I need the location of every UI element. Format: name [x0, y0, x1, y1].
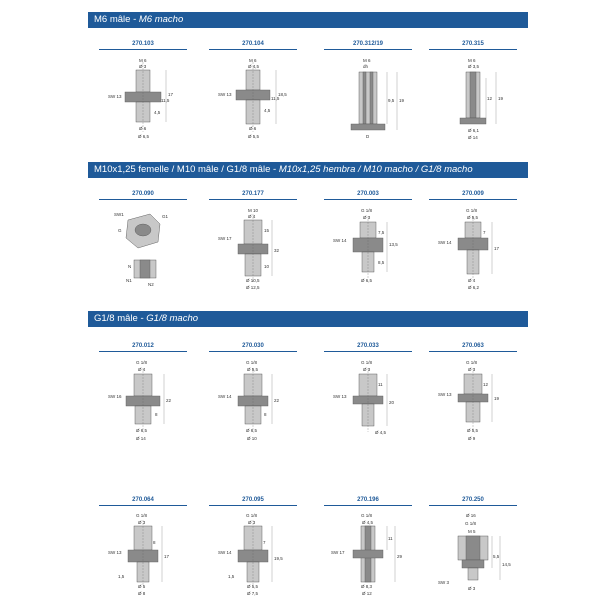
section-subtitle: M6 macho: [138, 14, 184, 25]
dim-label: M 6: [468, 58, 476, 63]
section-header-g18: G1/8 mâle - G1/8 macho: [88, 311, 528, 327]
part-code: 270.009: [462, 191, 484, 197]
part-divider: [99, 49, 187, 50]
section-title: M6 mâle: [94, 14, 131, 25]
dim-label: 11,5: [161, 98, 170, 103]
dim-label: SW 14: [333, 238, 347, 243]
part-code: 270.103: [132, 41, 154, 47]
part-code: 270.315: [462, 41, 484, 47]
dim-label: 9,5: [388, 98, 395, 103]
dim-label: Ø 7,5: [247, 591, 259, 596]
technical-drawing: [323, 52, 413, 142]
section-subtitle: G1/8 macho: [146, 313, 199, 324]
part-270-250: [425, 496, 521, 598]
part-code: 270.312/19: [352, 41, 384, 47]
dim-label: 17: [168, 92, 174, 97]
dim-label: Ø 10,5: [246, 278, 260, 283]
technical-drawing: [98, 508, 188, 598]
dim-label: SW 17: [331, 550, 345, 555]
dim-label: SW 13: [218, 92, 232, 97]
dim-label: 11: [388, 536, 393, 541]
part-divider: [429, 49, 517, 50]
dim-label: Ø 8,3: [361, 584, 373, 589]
dim-label: SW 13: [333, 394, 347, 399]
dim-label: SW 14: [438, 240, 452, 245]
part-270-104: [205, 40, 301, 142]
section-subtitle: M10x1,25 hembra / M10 macho / G1/8 macho: [278, 164, 473, 175]
part-divider: [209, 199, 297, 200]
dim-label: Ø 5,5: [467, 215, 479, 220]
dim-label: Ø 3: [363, 367, 371, 372]
part-divider: [324, 505, 412, 506]
part-270-063: [425, 342, 521, 444]
part-code: 270.063: [462, 343, 484, 349]
dim-label: 29: [397, 554, 403, 559]
part-code: 270.196: [357, 497, 379, 503]
dim-label: SW 16: [108, 394, 122, 399]
dim-label: Ø 3: [139, 64, 147, 69]
technical-drawing: [323, 202, 413, 292]
dim-label: SW 13: [108, 550, 122, 555]
part-270-009: [425, 190, 521, 292]
dim-label: Ø 4,5: [248, 64, 260, 69]
dim-label: 5,5: [493, 554, 500, 559]
dim-label: Ø 5,5: [247, 584, 259, 589]
dim-label: G 1/8: [136, 360, 148, 365]
dim-label: Ø 5,5: [467, 428, 479, 433]
dim-label: Ø 6,5: [136, 428, 148, 433]
technical-drawing: [428, 52, 518, 142]
technical-drawing: [98, 354, 188, 444]
dim-label: Ø 6: [249, 126, 257, 131]
dim-label: Ø 14: [468, 135, 478, 140]
dim-label: Ø 4,5: [362, 520, 374, 525]
dim-label: SW 17: [218, 236, 232, 241]
technical-drawing: [428, 202, 518, 292]
part-code: 270.030: [242, 343, 264, 349]
dim-label: 19: [399, 98, 405, 103]
dim-label: G 1/8: [361, 360, 373, 365]
part-code: 270.104: [242, 41, 264, 47]
dim-label: Ø 4: [248, 214, 256, 219]
technical-drawing: [208, 508, 298, 598]
dim-label: SW 13: [438, 392, 452, 397]
dim-label: SW 14: [218, 550, 232, 555]
dim-label: 32: [274, 248, 280, 253]
part-270-003: [320, 190, 416, 292]
dim-label: Ø 3: [468, 367, 476, 372]
dim-label: 1,5: [228, 574, 235, 579]
dim-label: G 1/8: [246, 360, 258, 365]
dim-label: N: [128, 264, 132, 269]
dim-label: 4,5: [264, 108, 271, 113]
dim-label: 12: [487, 96, 493, 101]
part-code: 270.064: [132, 497, 154, 503]
dim-label: 17: [494, 246, 500, 251]
dim-label: D: [366, 134, 370, 139]
technical-drawing: [323, 508, 413, 598]
part-270-103: [95, 40, 191, 142]
dim-label: SW1: [114, 212, 124, 217]
dim-label: Ø 6,5: [361, 278, 373, 283]
dim-label: 4,5: [154, 110, 161, 115]
part-code: 270.095: [242, 497, 264, 503]
dim-label: M 5: [468, 529, 476, 534]
dim-label: Ø 5,5: [248, 134, 260, 139]
dim-label: 20: [389, 400, 395, 405]
dim-label: Ø 6,5: [138, 134, 150, 139]
dim-label: Ø 6,1: [468, 128, 480, 133]
part-divider: [99, 505, 187, 506]
dim-label: Ø 10: [247, 436, 257, 441]
dim-label: 19: [494, 396, 500, 401]
dim-label: 1,5: [118, 574, 125, 579]
section-header-m6: M6 mâle - M6 macho: [88, 12, 528, 28]
dim-label: G 1/8: [361, 513, 373, 518]
dim-label: M 10: [248, 208, 259, 213]
part-270-312-19: [320, 40, 416, 142]
part-divider: [99, 351, 187, 352]
dim-label: G 1/8: [246, 513, 258, 518]
dim-label: Ø 5: [138, 584, 146, 589]
dim-label: 14,5: [502, 562, 511, 567]
dim-label: 11: [378, 382, 383, 387]
part-code: 270.012: [132, 343, 154, 349]
dim-label: Ø 6,2: [468, 285, 480, 290]
part-270-090: [95, 190, 191, 292]
dim-label: 22: [166, 398, 172, 403]
dim-label: Ø 3: [138, 520, 146, 525]
dim-label: SW 13: [108, 94, 122, 99]
technical-drawing: [323, 354, 413, 444]
part-code: 270.177: [242, 191, 264, 197]
dim-label: G1: [162, 214, 169, 219]
section-header-m10-g18: M10x1,25 femelle / M10 mâle / G1/8 mâle - M10x1,25 hembra / M10 macho / G1/8 macho: [88, 162, 528, 178]
dim-label: N2: [148, 282, 154, 287]
part-270-033: [320, 342, 416, 444]
dim-label: Ø 3,5: [468, 64, 480, 69]
section-title: M10x1,25 femelle / M10 mâle / G1/8 mâle: [94, 164, 271, 175]
part-270-196: [320, 496, 416, 598]
part-divider: [324, 351, 412, 352]
dim-label: Ø 3: [468, 586, 476, 591]
technical-drawing: [98, 52, 188, 142]
dim-label: 7: [263, 540, 266, 545]
part-divider: [429, 199, 517, 200]
dim-label: 8: [264, 412, 267, 417]
dim-label: G: [118, 228, 122, 233]
dim-label: G 1/8: [465, 521, 477, 526]
part-divider: [429, 351, 517, 352]
dim-label: 11,5: [271, 96, 280, 101]
dim-label: Ø 16: [466, 513, 476, 518]
dim-label: Ø 12: [362, 591, 372, 596]
part-270-012: [95, 342, 191, 444]
technical-drawing: [208, 354, 298, 444]
part-270-315: [425, 40, 521, 142]
dim-label: M 6: [139, 58, 147, 63]
dim-label: Ø 8: [138, 591, 146, 596]
part-code: 270.090: [132, 191, 154, 197]
dim-label: G 1/8: [136, 513, 148, 518]
dim-label: Ø 3: [248, 520, 256, 525]
part-divider: [99, 199, 187, 200]
technical-drawing: [428, 354, 518, 444]
dim-label: M 6: [363, 58, 371, 63]
part-divider: [324, 49, 412, 50]
dim-label: Ø 9: [468, 436, 476, 441]
dim-label: 22: [274, 398, 280, 403]
part-divider: [324, 199, 412, 200]
dim-label: 10: [264, 264, 270, 269]
dim-label: Ø 4: [138, 367, 146, 372]
dim-label: N1: [126, 278, 132, 283]
part-code: 270.250: [462, 497, 484, 503]
dim-label: Ø 5,5: [247, 367, 259, 372]
dim-label: 8,5: [378, 260, 385, 265]
dim-label: Ø 3: [363, 215, 371, 220]
dim-label: G 1/8: [361, 208, 373, 213]
dim-label: 7: [483, 230, 486, 235]
dim-label: 19,5: [274, 556, 283, 561]
dim-label: Ø 6: [139, 126, 147, 131]
part-270-064: [95, 496, 191, 598]
dim-label: 8: [155, 412, 158, 417]
dim-label: Ø 12,5: [246, 285, 260, 290]
dim-label: Ø 14: [136, 436, 146, 441]
dim-label: G 1/8: [466, 360, 478, 365]
dim-label: dh: [363, 64, 369, 69]
part-code: 270.003: [357, 191, 379, 197]
dim-label: 13,5: [389, 242, 398, 247]
dim-label: G 1/8: [466, 208, 478, 213]
dim-label: 19: [498, 96, 504, 101]
dim-label: M 6: [249, 58, 257, 63]
part-divider: [209, 351, 297, 352]
dim-label: 18,5: [278, 92, 287, 97]
dim-label: 15: [264, 228, 270, 233]
dim-label: SW 3: [438, 580, 450, 585]
part-270-030: [205, 342, 301, 444]
technical-drawing: [98, 202, 188, 292]
part-270-177: [205, 190, 301, 292]
part-270-095: [205, 496, 301, 598]
dim-label: Ø 4: [468, 278, 476, 283]
dim-label: Ø 6,5: [246, 428, 258, 433]
dim-label: 7,5: [378, 230, 385, 235]
technical-drawing: [428, 508, 518, 598]
part-divider: [429, 505, 517, 506]
section-title: G1/8 mâle: [94, 313, 138, 324]
part-divider: [209, 505, 297, 506]
dim-label: SW 14: [218, 394, 232, 399]
dim-label: 12: [483, 382, 489, 387]
dim-label: 17: [164, 554, 170, 559]
dim-label: 8: [153, 540, 156, 545]
technical-drawing: [208, 202, 298, 292]
dim-label: Ø 4,5: [375, 430, 387, 435]
technical-drawing: [208, 52, 298, 142]
part-divider: [209, 49, 297, 50]
part-code: 270.033: [357, 343, 379, 349]
